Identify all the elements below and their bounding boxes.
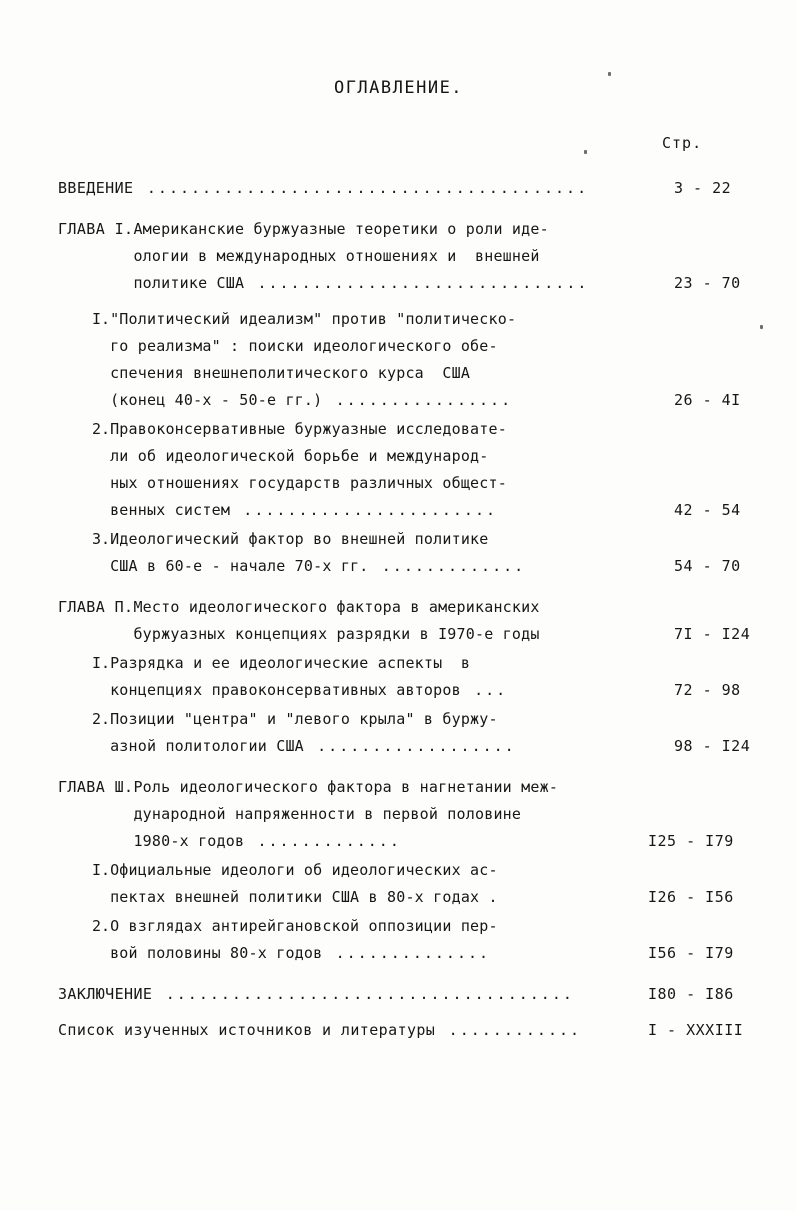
toc-entry-chapter-1-section-3[interactable] <box>58 526 758 580</box>
toc-body <box>133 774 758 855</box>
toc-entry-chapter-3-section-1[interactable] <box>58 857 758 911</box>
toc-line: спечения внешнеполитического курса США <box>110 364 471 382</box>
toc-label: ГЛАВА П. <box>58 598 134 616</box>
toc-line: Официальные идеологи об идеологических ас- <box>110 861 498 879</box>
dot-leader: ... <box>474 681 508 699</box>
dot-leader: ............. <box>257 832 401 850</box>
toc-entry-chapter-3-section-2[interactable] <box>58 913 758 967</box>
toc-label: ВВЕДЕНИЕ <box>58 179 143 197</box>
stray-ink-mark-right <box>760 325 763 329</box>
toc-line: концепциях правоконсервативных авторов <box>110 681 471 699</box>
toc-line: политике США <box>133 274 254 292</box>
toc-label: ГЛАВА Ш. <box>58 778 134 796</box>
toc-pages: I - XXXIII <box>648 1021 744 1039</box>
page-title: ОГЛАВЛЕНИЕ. <box>333 78 464 98</box>
dot-leader: .................. <box>317 737 516 755</box>
toc-entry-conclusion[interactable] <box>58 981 758 1008</box>
toc-line: О взглядах антирейгановской оппозиции пер- <box>110 917 498 935</box>
toc-pages: 98 - I24 <box>674 737 751 755</box>
toc-label: 3. <box>92 530 111 548</box>
toc-body <box>110 706 758 760</box>
dot-leader: ........................................ <box>146 179 589 197</box>
toc-body <box>110 526 758 580</box>
toc-label: I. <box>92 861 111 879</box>
toc-line: ологии в международных отношениях и внешней <box>133 247 540 265</box>
dot-leader: ............ <box>448 1021 582 1039</box>
dot-leader: .............. <box>335 944 491 962</box>
toc-body <box>110 650 758 704</box>
toc-line: венных систем <box>110 501 240 519</box>
toc-pages: I80 - I86 <box>648 985 734 1003</box>
toc-pages: 42 - 54 <box>674 501 741 519</box>
toc-entry-chapter-2-section-1[interactable] <box>58 650 758 704</box>
dot-leader: ..................................... <box>165 985 574 1003</box>
dot-leader: ....................... <box>243 501 498 519</box>
toc-line: Американские буржуазные теоретики о роли иде- <box>133 220 549 238</box>
toc-entry-chapter-3[interactable] <box>58 774 758 855</box>
toc-line: вой половины 80-х годов <box>110 944 332 962</box>
toc-line: дународной напряженности в первой половине <box>133 805 522 823</box>
toc-line: буржуазных концепциях разрядки в I970-е годы <box>133 625 540 643</box>
toc-pages: 54 - 70 <box>674 557 741 575</box>
toc-pages: 3 - 22 <box>674 179 732 197</box>
toc-body <box>133 594 758 648</box>
toc-label: Список изученных источников и литературы <box>58 1021 445 1039</box>
toc-label: 2. <box>92 420 111 438</box>
toc-label: 2. <box>92 917 111 935</box>
toc-pages: 7I - I24 <box>674 625 751 643</box>
toc-body <box>110 913 758 967</box>
toc-line: Идеологический фактор во внешней политике <box>110 530 489 548</box>
dot-leader: .............................. <box>257 274 589 292</box>
toc-body <box>110 306 758 414</box>
toc-entry-bibliography[interactable] <box>58 1017 758 1044</box>
toc-label: ГЛАВА I. <box>58 220 134 238</box>
toc-line: ли об идеологической борьбе и международ- <box>110 447 489 465</box>
toc-line: "Политический идеализм" против "политическо- <box>110 310 517 328</box>
toc-entry-chapter-1-section-1[interactable] <box>58 306 758 414</box>
toc-label: I. <box>92 310 111 328</box>
toc-line: Разрядка и ее идеологические аспекты в <box>110 654 471 672</box>
toc-pages: I56 - I79 <box>648 944 734 962</box>
toc-line: Место идеологического фактора в американских <box>133 598 540 616</box>
toc-line: пектах внешней политики США в 80-х годах . <box>110 888 498 906</box>
stray-ink-mark-header <box>584 150 587 154</box>
toc-line: Правоконсервативные буржуазные исследовате- <box>110 420 507 438</box>
toc-pages: I26 - I56 <box>648 888 734 906</box>
toc-entry-chapter-1-section-2[interactable] <box>58 416 758 524</box>
toc-line: (конец 40-х - 50-е гг.) <box>110 391 332 409</box>
toc-entry-chapter-1[interactable] <box>58 216 758 297</box>
toc-body <box>110 857 758 911</box>
toc-body <box>110 416 758 524</box>
toc-pages: 23 - 70 <box>674 274 741 292</box>
stray-ink-mark-top <box>608 72 611 76</box>
toc-pages: I25 - I79 <box>648 832 734 850</box>
toc-label: 2. <box>92 710 111 728</box>
toc-pages: 26 - 4I <box>674 391 741 409</box>
toc-entry-introduction[interactable] <box>58 175 758 202</box>
toc-line: США в 60-е - начале 70-х гг. <box>110 557 378 575</box>
toc-entry-chapter-2-section-2[interactable] <box>58 706 758 760</box>
toc-line: Роль идеологического фактора в нагнетании меж- <box>133 778 559 796</box>
toc-body <box>133 216 758 297</box>
dot-leader: ................ <box>335 391 513 409</box>
toc-line: азной политологии США <box>110 737 314 755</box>
toc-entry-chapter-2[interactable] <box>58 594 758 648</box>
page-column-header: Стр. <box>662 134 703 152</box>
toc-line: Позиции "центра" и "левого крыла" в буржу- <box>110 710 498 728</box>
toc-pages: 72 - 98 <box>674 681 741 699</box>
toc-label: I. <box>92 654 111 672</box>
toc-line: го реализма" : поиски идеологического обе- <box>110 337 498 355</box>
toc-line: ных отношениях государств различных общест- <box>110 474 507 492</box>
table-of-contents <box>58 175 758 1046</box>
dot-leader: ............. <box>381 557 526 575</box>
toc-line: 1980-х годов <box>133 832 254 850</box>
toc-label: ЗАКЛЮЧЕНИЕ <box>58 985 162 1003</box>
